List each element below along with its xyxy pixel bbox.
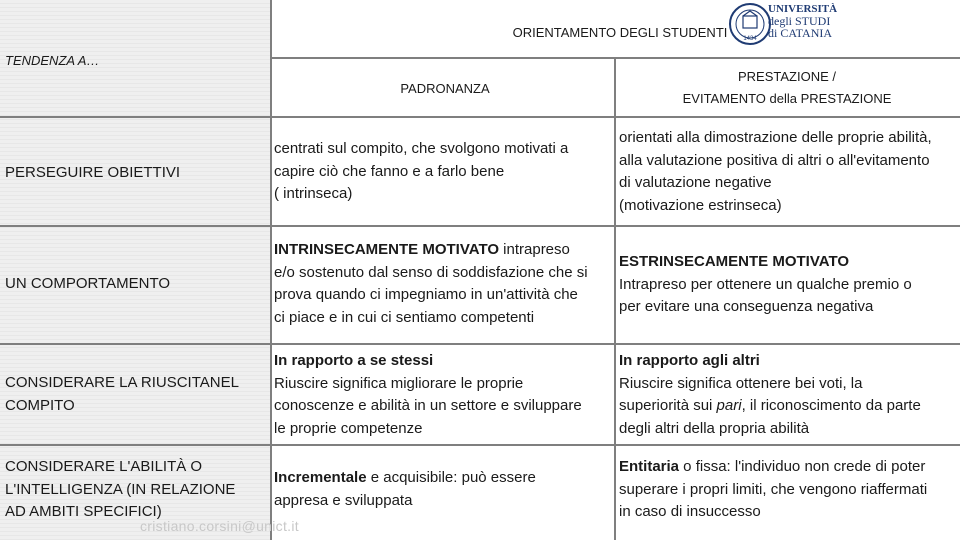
cell-line: in caso di insuccesso: [619, 503, 761, 520]
mastery-cell: [274, 467, 536, 512]
grid-line: [0, 225, 960, 227]
cell-line: ( intrinseca): [274, 185, 353, 202]
column-header-performance: [616, 66, 958, 110]
cell-line: degli altri della propria abilità: [619, 419, 810, 437]
cell-line: superare i propri limiti, che vengono riaffermati: [619, 480, 928, 498]
cell-line: di valutazione negative: [619, 174, 772, 191]
cell-line: e/o sostenuto dal senso di soddisfazione che si: [274, 263, 588, 281]
cell-line: ci piace e in cui ci sentiamo competenti: [274, 308, 535, 326]
logo-text-line1: UNIVERSITÀ: [768, 3, 838, 15]
cell-heading: Entitaria: [619, 458, 680, 475]
performance-cell: [619, 456, 927, 524]
row-label: [5, 456, 235, 524]
cell-line: prova quando ci impegniamo in un'attività che: [274, 286, 578, 303]
row-label-line: AD AMBITI SPECIFICI): [5, 503, 162, 520]
cell-line: le proprie competenze: [274, 419, 423, 437]
mastery-cell: [274, 350, 582, 440]
cell-line: conoscenze e abilità in un settore e sviluppare: [274, 397, 582, 414]
table-title: ORIENTAMENTO DEGLI STUDENTI: [512, 25, 728, 40]
cell-line: [274, 467, 536, 490]
cell-line: per evitare una conseguenza negativa: [619, 298, 874, 315]
cell-heading: Incrementale: [274, 469, 367, 486]
logo-text-line3: di CATANIA: [768, 26, 833, 40]
cell-line: Riuscire significa migliorare le proprie: [274, 374, 524, 392]
cell-heading: ESTRINSECAMENTE MOTIVATO: [619, 253, 850, 270]
cell-text: , il riconoscimento da parte: [741, 397, 921, 414]
seal-year: 1434: [743, 36, 757, 42]
author-email: cristiano.corsini@unict.it: [140, 518, 299, 534]
cell-line: appresa e sviluppata: [274, 491, 413, 509]
row-label: UN COMPORTAMENTO: [5, 275, 171, 292]
mastery-cell: [274, 239, 588, 329]
row-label: [5, 372, 239, 417]
cell-line: capire ciò che fanno e a farlo bene: [274, 162, 505, 180]
row-label-line: L'INTELLIGENZA (IN RELAZIONE: [5, 480, 236, 498]
cell-line: Riuscire significa ottenere bei voti, la: [619, 374, 863, 392]
grid-line: [0, 116, 960, 118]
grid-line: [270, 0, 272, 540]
tendency-label: TENDENZA A…: [5, 53, 100, 68]
performance-cell: [619, 350, 921, 440]
cell-text: intrapreso: [499, 241, 570, 258]
grid-line: [0, 444, 960, 446]
cell-line: alla valutazione positiva di altri o all'evitamento: [619, 151, 930, 169]
cell-text: e acquisibile: può essere: [366, 469, 536, 486]
cell-line: [619, 456, 927, 479]
logo-text-line2: degli STUDI: [768, 14, 831, 28]
cell-line: [619, 395, 921, 418]
grid-line: [614, 57, 616, 540]
row-label: PERSEGUIRE OBIETTIVI: [5, 164, 181, 181]
cell-heading: In rapporto a se stessi: [274, 352, 434, 369]
cell-line: (motivazione estrinseca): [619, 196, 782, 214]
cell-line: Intrapreso per ottenere un qualche premio o: [619, 275, 912, 293]
row-label-line: CONSIDERARE L'ABILITÀ O: [5, 458, 203, 475]
grid-line: [0, 343, 960, 345]
cell-line: centrati sul compito, che svolgono motivati a: [274, 140, 569, 157]
cell-text: o fissa: l'individuo non crede di poter: [679, 458, 926, 475]
column-header-mastery: PADRONANZA: [400, 81, 490, 96]
performance-cell: [619, 127, 932, 217]
mastery-cell: [274, 138, 568, 206]
column-header-performance-line1: PRESTAZIONE /: [738, 69, 836, 84]
cell-heading: In rapporto agli altri: [619, 352, 760, 369]
cell-heading: INTRINSECAMENTE MOTIVATO: [274, 241, 499, 258]
column-header-performance-line2: EVITAMENTO della PRESTAZIONE: [682, 91, 892, 106]
grid-line: [272, 57, 960, 59]
cell-text-italic: pari: [716, 397, 742, 414]
performance-cell: [619, 251, 912, 319]
row-label-line: CONSIDERARE LA RIUSCITANEL: [5, 374, 239, 391]
cell-text: superiorità sui: [619, 397, 717, 414]
cell-line: [274, 239, 588, 262]
cell-line: orientati alla dimostrazione delle proprie abilità,: [619, 129, 932, 146]
row-label-line: COMPITO: [5, 396, 75, 414]
